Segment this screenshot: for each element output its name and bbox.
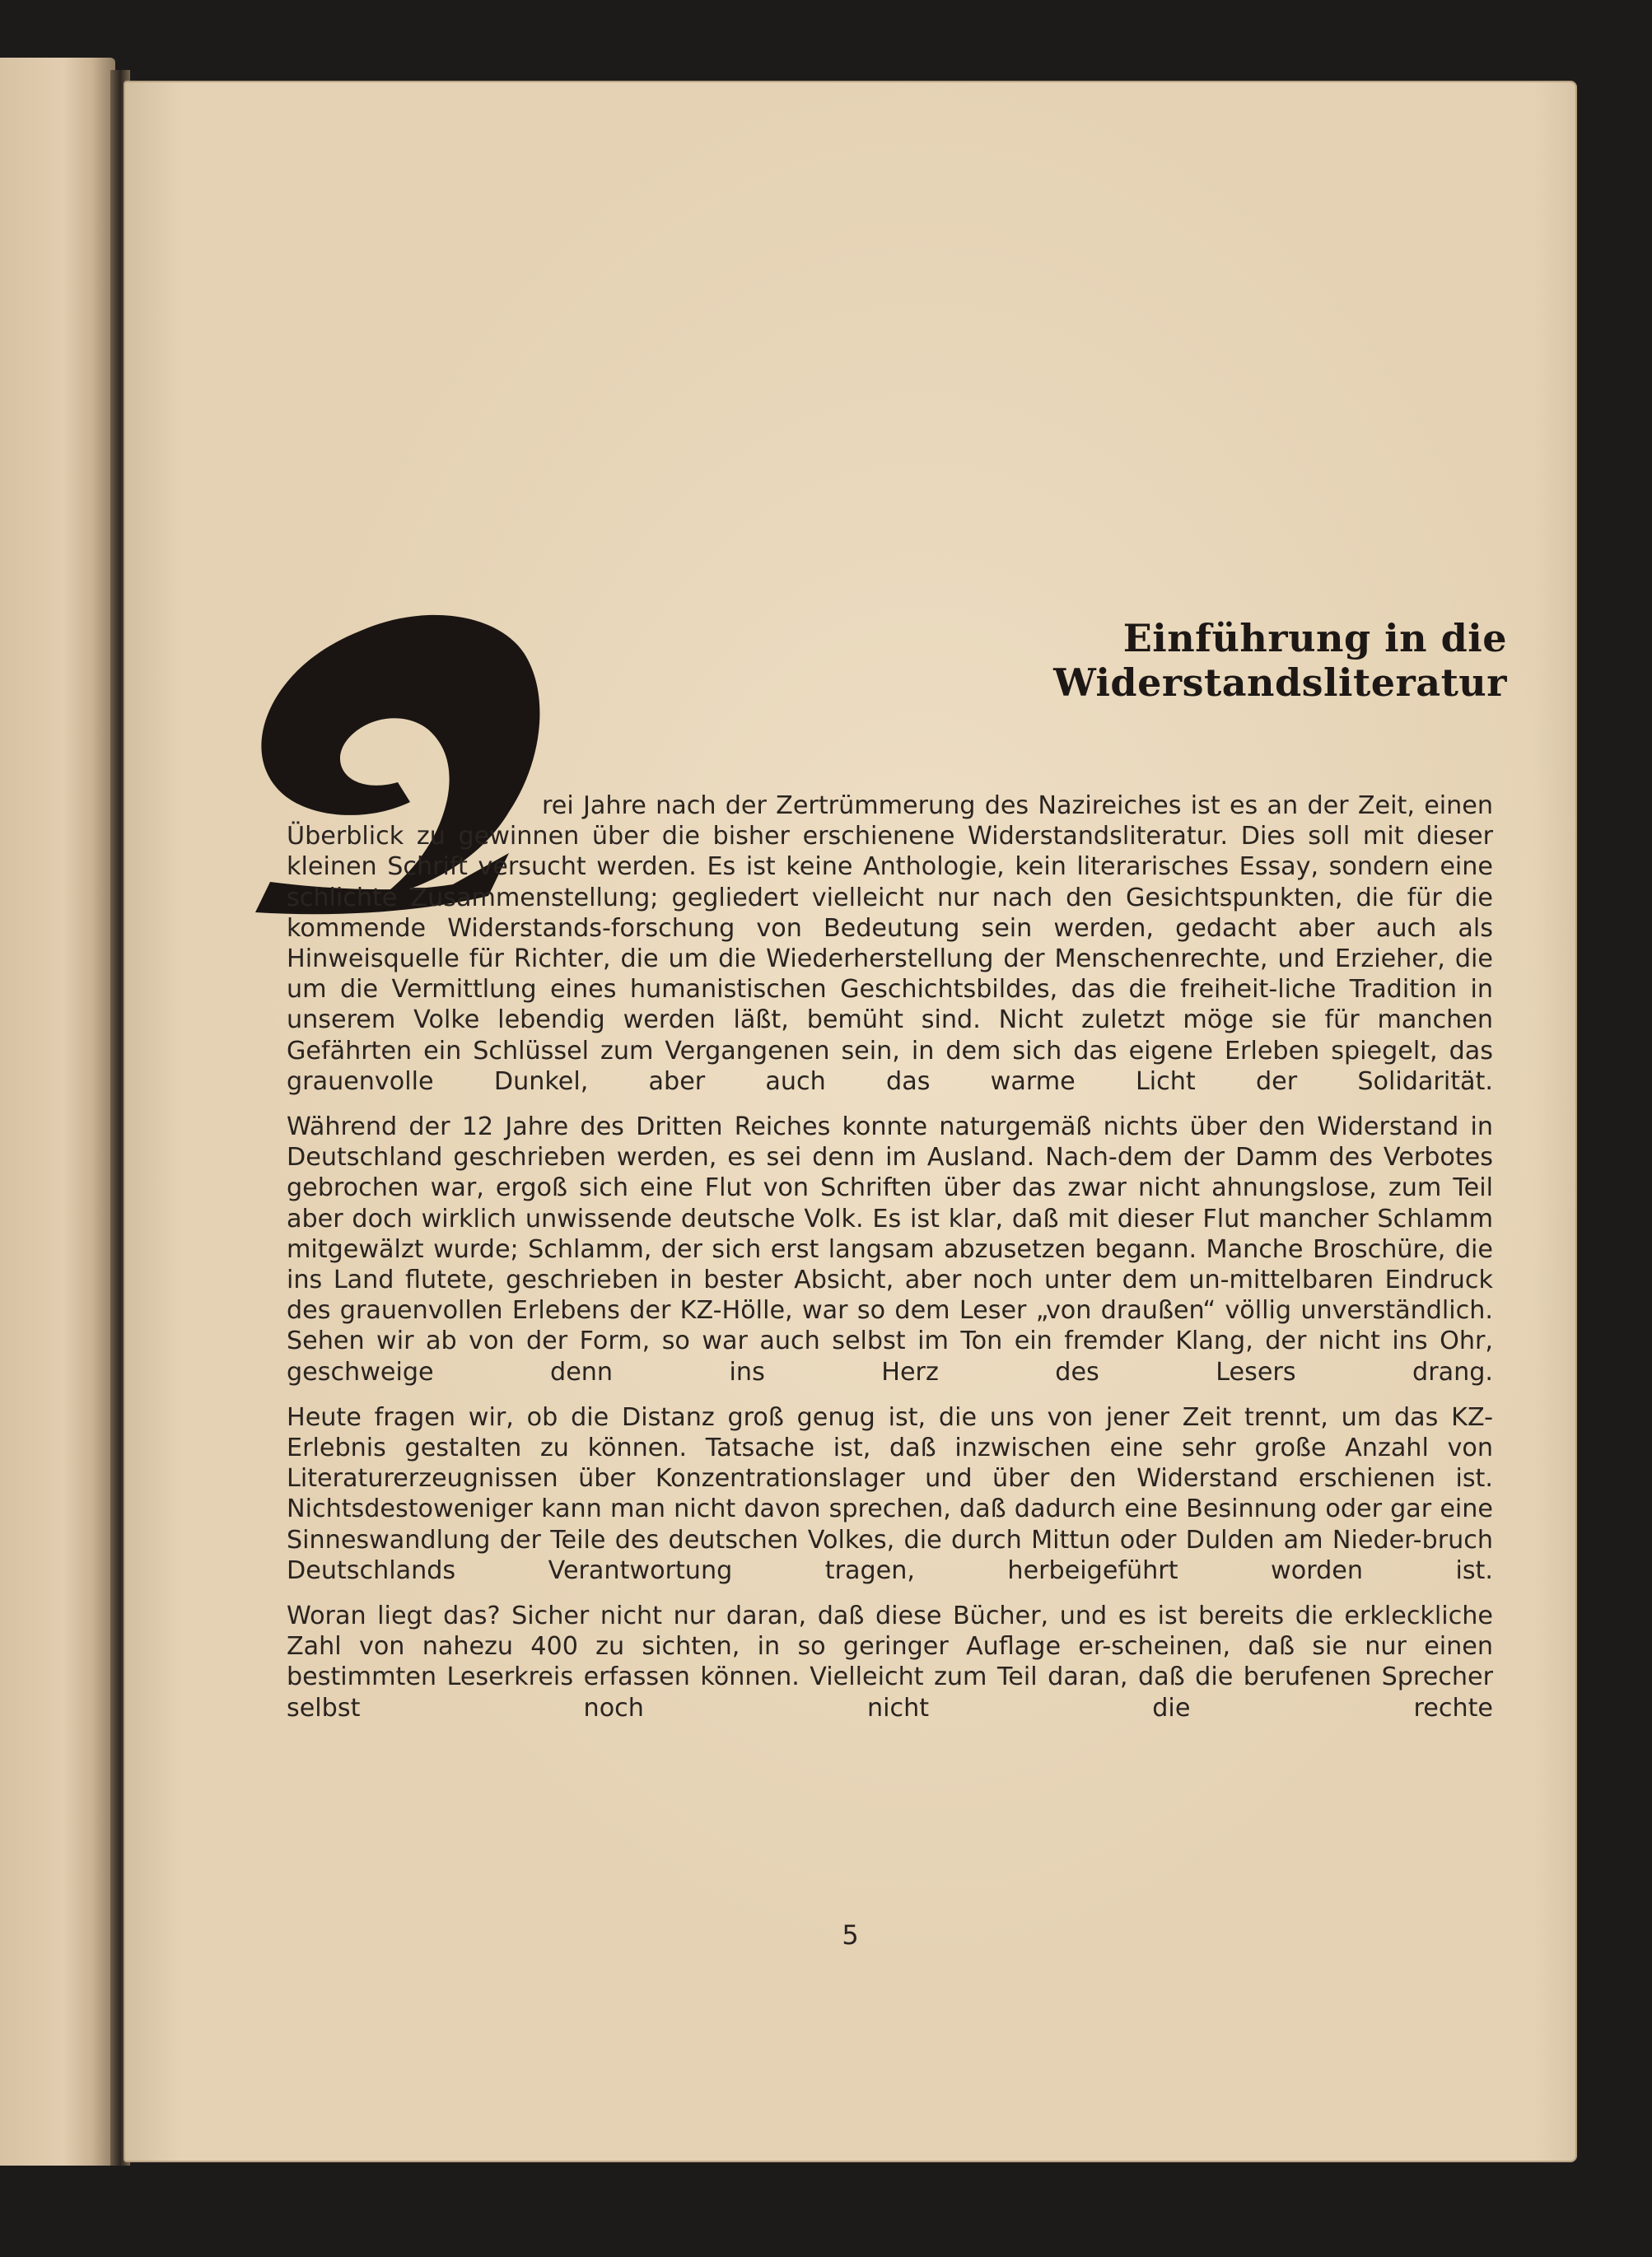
book-page: [124, 81, 1577, 2162]
paragraph: rei Jahre nach der Zertrümmerung des Nazireiches ist es an der Zeit, einen Überblick zu gewinnen über die bisher erschienene Widerstandsliteratur. Dies soll mit dieser kleinen Schrift versucht werden. Es ist keine Anthologie, kein literarisches Essay, sondern eine schlichte Zusammenstellung; gegliedert vielleicht nur nach den Gesichtspunkten, die für die kommende Widerstands-forschung von Bedeutung sein werden, gedacht aber auch als Hinweisquelle für Richter, die um die Wiederherstellung der Menschenrechte, und Erzieher, die um die Vermittlung eines humanistischen Geschichtsbildes, das die freiheit-liche Tradition in unserem Volke lebendig werden läßt, bemüht sind. Nicht zuletzt möge sie für manchen Gefährten ein Schlüssel zum Vergangenen sein, in dem sich das eigene Erleben spiegelt, das grauenvolle Dunkel, aber auch das warme Licht der Solidarität.: [287, 791, 1493, 1096]
paragraph: Woran liegt das? Sicher nicht nur daran, daß diese Bücher, und es ist bereits die erkleckliche Zahl von nahezu 400 zu sichten, in so geringer Auflage er-scheinen, daß sie nur einen bestimmten Leserkreis erfassen können. Vielleicht zum Teil daran, daß die berufenen Sprecher selbst noch nicht die rechte: [287, 1602, 1493, 1723]
left-page-edge: [0, 58, 115, 2166]
paragraph: Während der 12 Jahre des Dritten Reiches konnte naturgemäß nichts über den Widerstand in Deutschland geschrieben werden, es sei denn im Ausland. Nach-dem der Damm des Verbotes gebrochen war, ergoß sich eine Flut von Schriften über das zwar nicht ahnungslose, zum Teil aber doch wirklich unwissende deutsche Volk. Es ist klar, daß mit dieser Flut mancher Schlamm mitgewälzt wurde; Schlamm, der sich erst langsam abzusetzen begann. Manche Broschüre, die ins Land flutete, geschrieben in bester Absicht, aber noch unter dem un-mittelbaren Eindruck des grauenvollen Erlebens der KZ-Hölle, war so dem Leser „von draußen“ völlig unverständlich. Sehen wir ab von der Form, so war auch selbst im Ton ein fremder Klang, der nicht ins Ohr, geschweige denn ins Herz des Lesers drang.: [287, 1112, 1493, 1387]
page-number: 5: [842, 1919, 859, 1951]
paragraph: Heute fragen wir, ob die Distanz groß genug ist, die uns von jener Zeit trennt, um das KZ-Erlebnis gestalten zu können. Tatsache ist, daß inzwischen eine sehr große Anzahl von Literaturerzeugnissen über Konzentrationslager und über den Widerstand erschienen ist. Nichtsdestoweniger kann man nicht davon sprechen, daß dadurch eine Besinnung oder gar eine Sinneswandlung der Teile des deutschen Volkes, die durch Mittun oder Dulden am Nieder-bruch Deutschlands Verantwortung tragen, herbeigeführt worden ist.: [287, 1402, 1493, 1585]
body-text: [287, 790, 1493, 1738]
page-title: Einführung in die Widerstandsliteratur: [1053, 616, 1507, 705]
